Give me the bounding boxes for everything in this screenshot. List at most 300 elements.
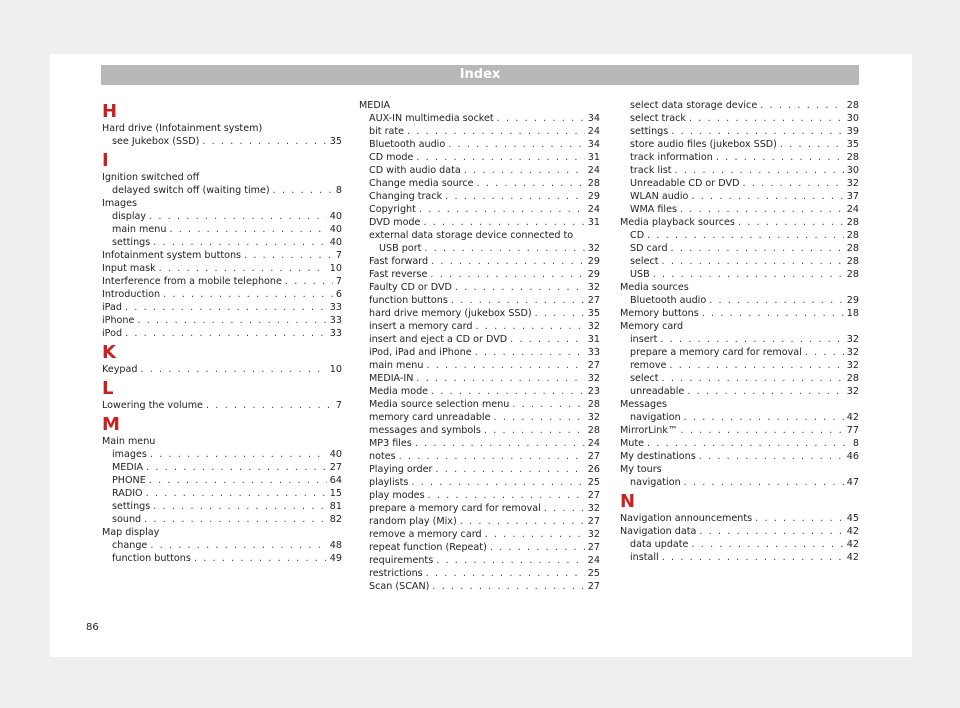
- entry-label: notes: [369, 451, 396, 462]
- index-entry[interactable]: [359, 255, 600, 268]
- entry-page-number: 32: [587, 282, 600, 293]
- entry-page-number: 33: [329, 302, 342, 313]
- index-subheading: external data storage device connected to: [369, 230, 574, 241]
- dot-leader: [432, 580, 584, 593]
- entry-page-number: 23: [587, 386, 600, 397]
- index-entry[interactable]: [102, 262, 342, 275]
- entry-page-number: 49: [329, 553, 342, 564]
- entry-page-number: 64: [329, 475, 342, 486]
- entry-page-number: 30: [846, 165, 859, 176]
- entry-page-number: 28: [846, 100, 859, 111]
- dot-leader: [411, 476, 584, 489]
- dot-leader: [140, 363, 326, 376]
- entry-page-number: 40: [329, 237, 342, 248]
- entry-label: MirrorLink™: [620, 425, 678, 436]
- index-entry[interactable]: [102, 539, 342, 552]
- entry-page-number: 32: [587, 412, 600, 423]
- entry-label: Interference from a mobile telephone: [102, 276, 282, 287]
- dot-leader: [660, 333, 843, 346]
- index-entry[interactable]: [620, 346, 859, 359]
- dot-leader: [159, 262, 327, 275]
- dot-leader: [137, 314, 326, 327]
- entry-label: prepare a memory card for removal: [369, 503, 541, 514]
- entry-page-number: 27: [587, 516, 600, 527]
- dot-leader: [494, 411, 585, 424]
- index-entry[interactable]: [620, 112, 859, 125]
- entry-label: MEDIA: [112, 462, 144, 473]
- entry-label: function buttons: [369, 295, 448, 306]
- index-entry[interactable]: [102, 500, 342, 513]
- dot-leader: [684, 411, 844, 424]
- section-letter: L: [102, 378, 114, 399]
- entry-label: Mute: [620, 438, 645, 449]
- dot-leader: [419, 203, 585, 216]
- entry-page-number: 34: [587, 139, 600, 150]
- entry-page-number: 77: [846, 425, 859, 436]
- index-entry[interactable]: [102, 184, 342, 197]
- entry-page-number: 31: [587, 334, 600, 345]
- index-entry[interactable]: [620, 512, 859, 525]
- index-entry[interactable]: [359, 450, 600, 463]
- index-entry[interactable]: [620, 242, 859, 255]
- index-entry[interactable]: [102, 135, 342, 148]
- entry-page-number: 32: [846, 334, 859, 345]
- index-entry[interactable]: [359, 281, 600, 294]
- entry-label: iPhone: [102, 315, 135, 326]
- dot-leader: [426, 567, 585, 580]
- dot-leader: [149, 210, 327, 223]
- index-entry[interactable]: [620, 255, 859, 268]
- entry-page-number: 24: [587, 204, 600, 215]
- index-entry[interactable]: [102, 301, 342, 314]
- index-entry[interactable]: [620, 450, 859, 463]
- dot-leader: [153, 236, 327, 249]
- index-heading: MEDIA: [359, 100, 391, 111]
- index-entry[interactable]: [359, 294, 600, 307]
- dot-leader: [716, 151, 844, 164]
- entry-page-number: 33: [329, 315, 342, 326]
- index-entry[interactable]: [102, 552, 342, 565]
- index-entry[interactable]: [359, 541, 600, 554]
- index-entry[interactable]: [620, 372, 859, 385]
- entry-label: Navigation data: [620, 526, 697, 537]
- dot-leader: [669, 359, 843, 372]
- page-number: 86: [86, 622, 99, 633]
- entry-page-number: 48: [329, 540, 342, 551]
- entry-label: messages and symbols: [369, 425, 481, 436]
- entry-page-number: 31: [587, 152, 600, 163]
- index-entry[interactable]: [102, 223, 342, 236]
- dot-leader: [244, 249, 333, 262]
- index-column-2: [359, 99, 600, 593]
- index-entry[interactable]: [359, 489, 600, 502]
- entry-label: Changing track: [369, 191, 443, 202]
- entry-page-number: 24: [587, 555, 600, 566]
- entry-page-number: 32: [846, 360, 859, 371]
- index-entry[interactable]: [359, 554, 600, 567]
- entry-page-number: 35: [846, 139, 859, 150]
- index-entry[interactable]: [102, 288, 342, 301]
- index-entry[interactable]: [102, 275, 342, 288]
- dot-leader: [146, 461, 327, 474]
- dot-leader: [680, 203, 844, 216]
- index-entry[interactable]: [359, 346, 600, 359]
- entry-label: CD mode: [369, 152, 414, 163]
- entry-label: SD card: [630, 243, 668, 254]
- dot-leader: [125, 301, 327, 314]
- entry-page-number: 8: [852, 438, 859, 449]
- entry-label: Bluetooth audio: [369, 139, 446, 150]
- entry-label: navigation: [630, 412, 681, 423]
- index-entry[interactable]: [359, 567, 600, 580]
- entry-label: repeat function (Repeat): [369, 542, 487, 553]
- dot-leader: [399, 450, 585, 463]
- index-entry[interactable]: [359, 411, 600, 424]
- dot-leader: [780, 138, 844, 151]
- index-entry[interactable]: [620, 476, 859, 489]
- dot-leader: [202, 135, 326, 148]
- entry-label: Memory buttons: [620, 308, 699, 319]
- index-entry[interactable]: [359, 476, 600, 489]
- entry-page-number: 42: [846, 552, 859, 563]
- index-entry[interactable]: [620, 411, 859, 424]
- dot-leader: [415, 437, 585, 450]
- index-entry[interactable]: [620, 125, 859, 138]
- entry-page-number: 28: [587, 178, 600, 189]
- entry-label: RADIO: [112, 488, 143, 499]
- entry-page-number: 32: [846, 178, 859, 189]
- dot-leader: [691, 190, 843, 203]
- index-entry[interactable]: [359, 463, 600, 476]
- entry-page-number: 33: [329, 328, 342, 339]
- index-entry[interactable]: [359, 502, 600, 515]
- entry-label: USB port: [379, 243, 422, 254]
- dot-leader: [423, 216, 584, 229]
- index-entry[interactable]: [620, 203, 859, 216]
- entry-page-number: 24: [587, 126, 600, 137]
- entry-page-number: 37: [846, 191, 859, 202]
- entry-page-number: 28: [846, 217, 859, 228]
- dot-leader: [691, 538, 843, 551]
- section-letter: H: [102, 101, 118, 122]
- index-entry[interactable]: [359, 242, 600, 255]
- index-entry[interactable]: [359, 203, 600, 216]
- entry-label: navigation: [630, 477, 681, 488]
- dot-leader: [709, 294, 844, 307]
- entry-page-number: 27: [587, 542, 600, 553]
- index-entry[interactable]: [102, 249, 342, 262]
- entry-page-number: 18: [846, 308, 859, 319]
- entry-label: Navigation announcements: [620, 513, 753, 524]
- index-entry[interactable]: [359, 515, 600, 528]
- dot-leader: [702, 307, 844, 320]
- dot-leader: [445, 190, 585, 203]
- dot-leader: [475, 320, 584, 333]
- index-entry[interactable]: [359, 320, 600, 333]
- index-heading: Ignition switched off: [102, 172, 200, 183]
- index-entry[interactable]: [620, 359, 859, 372]
- entry-label: function buttons: [112, 553, 191, 564]
- entry-label: insert: [630, 334, 658, 345]
- index-entry[interactable]: [359, 216, 600, 229]
- index-entry[interactable]: [620, 164, 859, 177]
- index-entry[interactable]: [620, 538, 859, 551]
- entry-label: track information: [630, 152, 713, 163]
- entry-page-number: 25: [587, 477, 600, 488]
- index-heading: Hard drive (Infotainment system): [102, 123, 263, 134]
- entry-page-number: 81: [329, 501, 342, 512]
- dot-leader: [497, 112, 585, 125]
- entry-label: bit rate: [369, 126, 405, 137]
- dot-leader: [699, 525, 843, 538]
- entry-label: USB: [630, 269, 650, 280]
- entry-label: Bluetooth audio: [630, 295, 707, 306]
- entry-page-number: 35: [587, 308, 600, 319]
- dot-leader: [436, 554, 585, 567]
- entry-label: hard drive memory (jukebox SSD): [369, 308, 532, 319]
- index-entry[interactable]: [359, 164, 600, 177]
- dot-leader: [490, 541, 585, 554]
- dot-leader: [755, 512, 844, 525]
- entry-label: settings: [112, 237, 151, 248]
- entry-page-number: 33: [587, 347, 600, 358]
- index-entry[interactable]: [620, 138, 859, 151]
- entry-page-number: 40: [329, 449, 342, 460]
- dot-leader: [431, 385, 585, 398]
- index-entry[interactable]: [620, 268, 859, 281]
- dot-leader: [689, 112, 844, 125]
- entry-label: restrictions: [369, 568, 423, 579]
- index-entry[interactable]: [359, 398, 600, 411]
- dot-leader: [647, 229, 844, 242]
- index-entry[interactable]: [620, 99, 859, 112]
- index-entry[interactable]: [620, 525, 859, 538]
- index-entry[interactable]: [620, 190, 859, 203]
- index-entry[interactable]: [359, 372, 600, 385]
- index-entry[interactable]: [620, 294, 859, 307]
- entry-label: display: [112, 211, 147, 222]
- entry-label: unreadable: [630, 386, 685, 397]
- index-entry[interactable]: [620, 307, 859, 320]
- dot-leader: [681, 424, 844, 437]
- index-heading: Map display: [102, 527, 160, 538]
- entry-label: Introduction: [102, 289, 161, 300]
- dot-leader: [687, 385, 843, 398]
- entry-page-number: 28: [846, 243, 859, 254]
- entry-page-number: 32: [587, 321, 600, 332]
- dot-leader: [653, 268, 844, 281]
- index-entry[interactable]: [359, 359, 600, 372]
- index-entry[interactable]: [620, 551, 859, 564]
- dot-leader: [285, 275, 333, 288]
- entry-label: sound: [112, 514, 142, 525]
- entry-label: select: [630, 256, 659, 267]
- entry-page-number: 32: [587, 243, 600, 254]
- dot-leader: [150, 448, 327, 461]
- entry-page-number: 47: [846, 477, 859, 488]
- index-entry[interactable]: [620, 437, 859, 450]
- entry-page-number: 82: [329, 514, 342, 525]
- entry-label: select: [630, 373, 659, 384]
- entry-label: iPod: [102, 328, 123, 339]
- index-entry[interactable]: [102, 448, 342, 461]
- entry-label: WLAN audio: [630, 191, 689, 202]
- entry-label: remove: [630, 360, 667, 371]
- entry-page-number: 27: [587, 360, 600, 371]
- page-title: Index: [101, 65, 859, 85]
- index-entry[interactable]: [359, 437, 600, 450]
- dot-leader: [455, 281, 585, 294]
- entry-page-number: 26: [587, 464, 600, 475]
- index-entry[interactable]: [359, 268, 600, 281]
- index-entry[interactable]: [620, 216, 859, 229]
- entry-label: My destinations: [620, 451, 696, 462]
- index-entry[interactable]: [102, 314, 342, 327]
- entry-page-number: 31: [587, 217, 600, 228]
- dot-leader: [684, 476, 844, 489]
- index-entry[interactable]: [620, 151, 859, 164]
- entry-label: change: [112, 540, 148, 551]
- entry-page-number: 29: [587, 191, 600, 202]
- index-entry[interactable]: [620, 229, 859, 242]
- index-entry[interactable]: [620, 177, 859, 190]
- entry-page-number: 32: [846, 386, 859, 397]
- index-entry[interactable]: [359, 151, 600, 164]
- entry-page-number: 7: [335, 400, 342, 411]
- index-entry[interactable]: [102, 399, 342, 412]
- entry-page-number: 27: [587, 451, 600, 462]
- entry-label: memory card unreadable: [369, 412, 491, 423]
- index-entry[interactable]: [620, 424, 859, 437]
- index-entry[interactable]: [102, 474, 342, 487]
- entry-label: data update: [630, 539, 689, 550]
- index-entry[interactable]: [359, 112, 600, 125]
- entry-label: playlists: [369, 477, 409, 488]
- index-entry[interactable]: [359, 138, 600, 151]
- entry-page-number: 35: [329, 136, 342, 147]
- section-letter: I: [102, 150, 109, 171]
- index-entry[interactable]: [102, 327, 342, 340]
- entry-page-number: 27: [587, 490, 600, 501]
- index-entry[interactable]: [359, 190, 600, 203]
- entry-page-number: 28: [846, 373, 859, 384]
- dot-leader: [484, 424, 585, 437]
- entry-label: Fast reverse: [369, 269, 428, 280]
- dot-leader: [475, 346, 585, 359]
- entry-label: CD: [630, 230, 645, 241]
- entry-page-number: 27: [329, 462, 342, 473]
- dot-leader: [662, 551, 844, 564]
- entry-label: main menu: [112, 224, 167, 235]
- entry-label: iPad: [102, 302, 122, 313]
- entry-page-number: 28: [587, 425, 600, 436]
- entry-label: Fast forward: [369, 256, 429, 267]
- dot-leader: [416, 372, 584, 385]
- entry-page-number: 24: [587, 165, 600, 176]
- index-entry[interactable]: [102, 461, 342, 474]
- index-entry[interactable]: [359, 580, 600, 593]
- entry-label: MP3 files: [369, 438, 412, 449]
- dot-leader: [146, 487, 327, 500]
- dot-leader: [464, 164, 585, 177]
- index-entry[interactable]: [102, 236, 342, 249]
- dot-leader: [169, 223, 326, 236]
- dot-leader: [460, 515, 585, 528]
- dot-leader: [671, 242, 844, 255]
- dot-leader: [675, 164, 844, 177]
- index-entry[interactable]: [359, 333, 600, 346]
- entry-label: settings: [112, 501, 151, 512]
- index-entry[interactable]: [359, 177, 600, 190]
- entry-label: select track: [630, 113, 686, 124]
- dot-leader: [738, 216, 844, 229]
- dot-leader: [512, 398, 584, 411]
- index-entry[interactable]: [102, 363, 342, 376]
- index-heading: My tours: [620, 464, 662, 475]
- index-column-3: [620, 99, 859, 564]
- entry-page-number: 24: [587, 438, 600, 449]
- index-entry[interactable]: [359, 528, 600, 541]
- index-entry[interactable]: [620, 385, 859, 398]
- entry-label: Faulty CD or DVD: [369, 282, 452, 293]
- dot-leader: [144, 513, 327, 526]
- index-entry[interactable]: [620, 333, 859, 346]
- entry-page-number: 29: [587, 256, 600, 267]
- entry-label: see Jukebox (SSD): [112, 136, 200, 147]
- index-entry[interactable]: [359, 424, 600, 437]
- entry-label: Media source selection menu: [369, 399, 510, 410]
- dot-leader: [510, 333, 585, 346]
- index-entry[interactable]: [102, 210, 342, 223]
- entry-label: CD with audio data: [369, 165, 461, 176]
- entry-page-number: 27: [587, 295, 600, 306]
- dot-leader: [426, 359, 584, 372]
- dot-leader: [477, 177, 585, 190]
- index-entry[interactable]: [359, 125, 600, 138]
- entry-label: Lowering the volume: [102, 400, 203, 411]
- dot-leader: [485, 528, 585, 541]
- entry-page-number: 7: [335, 276, 342, 287]
- index-entry[interactable]: [102, 487, 342, 500]
- dot-leader: [273, 184, 333, 197]
- entry-label: settings: [630, 126, 669, 137]
- index-entry[interactable]: [359, 385, 600, 398]
- dot-leader: [430, 268, 584, 281]
- entry-label: prepare a memory card for removal: [630, 347, 802, 358]
- entry-label: Media mode: [369, 386, 429, 397]
- entry-label: random play (Mix): [369, 516, 457, 527]
- entry-label: DVD mode: [369, 217, 421, 228]
- dot-leader: [647, 437, 850, 450]
- entry-page-number: 32: [846, 347, 859, 358]
- entry-label: select data storage device: [630, 100, 758, 111]
- entry-page-number: 28: [587, 399, 600, 410]
- entry-page-number: 10: [329, 263, 342, 274]
- entry-page-number: 28: [846, 152, 859, 163]
- dot-leader: [416, 151, 584, 164]
- entry-label: insert a memory card: [369, 321, 473, 332]
- dot-leader: [662, 372, 844, 385]
- entry-page-number: 28: [846, 269, 859, 280]
- entry-label: iPod, iPad and iPhone: [369, 347, 472, 358]
- index-column-1: [102, 99, 342, 565]
- entry-label: insert and eject a CD or DVD: [369, 334, 508, 345]
- index-heading: Messages: [620, 399, 668, 410]
- entry-label: store audio files (jukebox SSD): [630, 139, 777, 150]
- index-entry[interactable]: [359, 307, 600, 320]
- entry-page-number: 10: [329, 364, 342, 375]
- index-entry[interactable]: [102, 513, 342, 526]
